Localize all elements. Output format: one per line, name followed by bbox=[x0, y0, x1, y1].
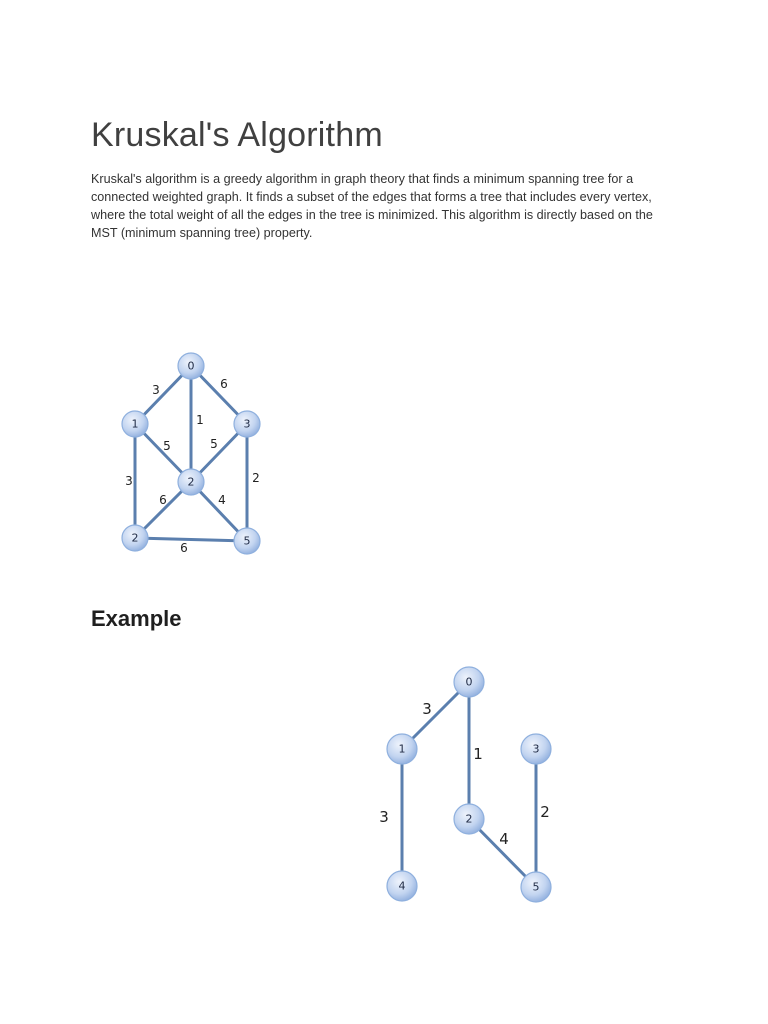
node-label: 3 bbox=[243, 417, 251, 431]
node-label: 2 bbox=[187, 475, 195, 489]
weight-label: 5 bbox=[210, 437, 218, 451]
weight-label: 3 bbox=[379, 808, 389, 826]
weight-label: 6 bbox=[180, 541, 188, 555]
weight-label: 6 bbox=[220, 377, 228, 391]
mst-node bbox=[521, 872, 551, 902]
node-label: 5 bbox=[532, 880, 540, 894]
node-label: 4 bbox=[398, 879, 406, 893]
weight-label: 2 bbox=[252, 471, 260, 485]
graph-node bbox=[122, 411, 148, 437]
weight-label: 4 bbox=[499, 830, 509, 848]
weight-label: 4 bbox=[218, 493, 226, 507]
weight-label: 3 bbox=[125, 474, 133, 488]
weight-label: 1 bbox=[196, 413, 204, 427]
graph-node bbox=[234, 411, 260, 437]
weight-label: 3 bbox=[152, 383, 160, 397]
graph-node bbox=[122, 525, 148, 551]
weight-label: 6 bbox=[159, 493, 167, 507]
graph-node bbox=[234, 528, 260, 554]
node-label: 0 bbox=[465, 675, 473, 689]
mst-node bbox=[387, 871, 417, 901]
graph-node bbox=[178, 353, 204, 379]
weight-label: 3 bbox=[422, 700, 432, 718]
mst-node bbox=[387, 734, 417, 764]
node-label: 1 bbox=[398, 742, 406, 756]
node-label: 0 bbox=[187, 359, 195, 373]
graph-node bbox=[178, 469, 204, 495]
intro-paragraph: Kruskal's algorithm is a greedy algorithm in graph theory that finds a minimum spanning tree for a connected weighted graph. It finds a subset of the edges that forms a tree that includes every vertex, where the total weight of all the edges in the tree is minimized. This algorithm is directly based on the MST (minimum spanning tree) property. bbox=[91, 172, 653, 240]
node-label: 5 bbox=[243, 534, 251, 548]
node-label: 2 bbox=[131, 531, 139, 545]
mst-node bbox=[521, 734, 551, 764]
mst-node bbox=[454, 667, 484, 697]
node-label: 1 bbox=[131, 417, 139, 431]
example-heading: Example bbox=[91, 606, 182, 631]
edge-4-5 bbox=[135, 538, 247, 541]
node-label: 3 bbox=[532, 742, 540, 756]
weight-label: 2 bbox=[540, 803, 550, 821]
mst-node bbox=[454, 804, 484, 834]
weight-label: 1 bbox=[473, 745, 483, 763]
weight-label: 5 bbox=[163, 439, 171, 453]
node-label: 2 bbox=[465, 812, 473, 826]
page-title: Kruskal's Algorithm bbox=[91, 116, 383, 154]
